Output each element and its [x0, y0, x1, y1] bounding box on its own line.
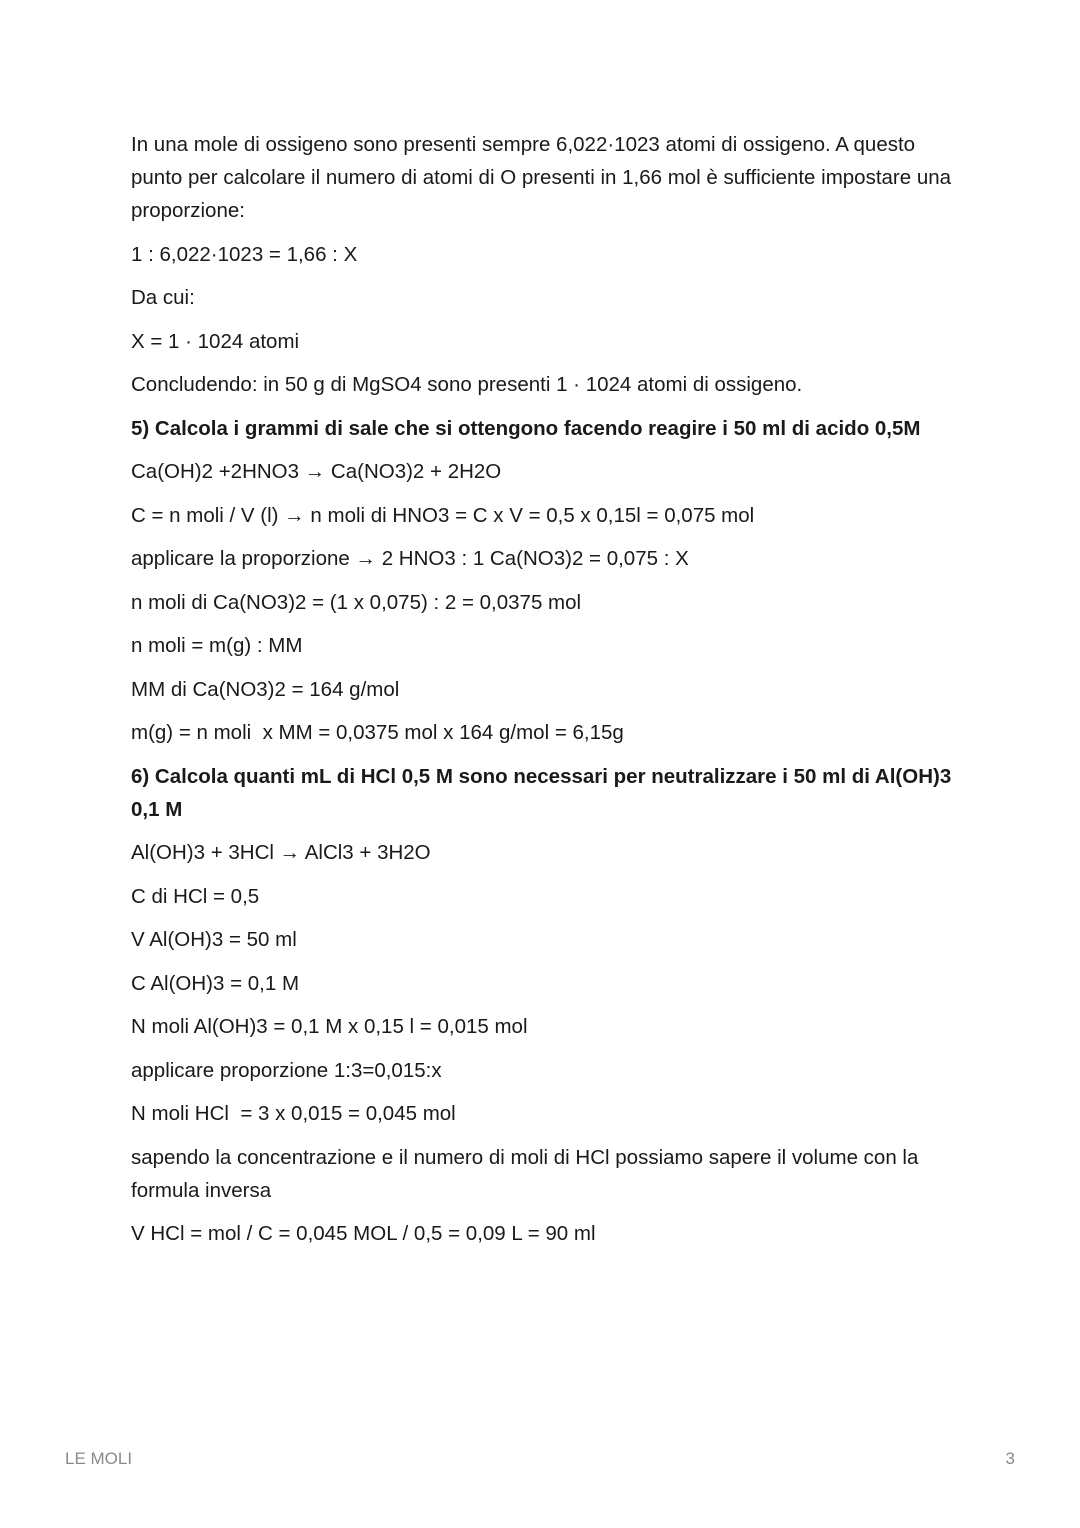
paragraph: C = n moli / V (l) → n moli di HNO3 = C x V = 0,5 x 0,15l = 0,075 mol: [131, 503, 755, 527]
paragraph: m(g) = n moli x MM = 0,0375 mol x 164 g/mol = 6,15g: [131, 721, 624, 744]
paragraph: N moli HCl = 3 x 0,015 = 0,045 mol: [131, 1102, 456, 1125]
paragraph: Concludendo: in 50 g di MgSO4 sono presenti 1 · 1024 atomi di ossigeno.: [131, 373, 803, 396]
paragraph: In una mole di ossigeno sono presenti sempre 6,022·1023 atomi di ossigeno. A questo punto per calcolare il numero di atomi di O presenti in 1,66 mol è sufficiente impostare una proporzione:: [131, 133, 957, 222]
exercise-heading: 5) Calcola i grammi di sale che si ottengono facendo reagire i 50 ml di acido 0,5M: [131, 416, 921, 440]
paragraph: sapendo la concentrazione e il numero di moli di HCl possiamo sapere il volume con la formula inversa: [131, 1145, 925, 1202]
paragraph: applicare proporzione 1:3=0,015:x: [131, 1058, 442, 1082]
paragraph: MM di Ca(NO3)2 = 164 g/mol: [131, 677, 400, 701]
exercise-heading: 6) Calcola quanti mL di HCl 0,5 M sono necessari per neutralizzare i 50 ml di Al(OH)3 0,1 M: [131, 764, 957, 821]
paragraph: V HCl = mol / C = 0,045 MOL / 0,5 = 0,09 L = 90 ml: [131, 1222, 596, 1245]
paragraph: n moli di Ca(NO3)2 = (1 x 0,075) : 2 = 0,0375 mol: [131, 590, 582, 614]
paragraph: C Al(OH)3 = 0,1 M: [131, 971, 300, 995]
paragraph: Al(OH)3 + 3HCl → AlCl3 + 3H2O: [131, 841, 431, 864]
page-content: [131, 128, 961, 1261]
paragraph: C di HCl = 0,5: [131, 884, 260, 908]
page-number: 3: [1005, 1449, 1015, 1468]
footer-title: LE MOLI: [65, 1449, 133, 1468]
paragraph: 1 : 6,022·1023 = 1,66 : X: [131, 242, 358, 266]
paragraph: n moli = m(g) : MM: [131, 634, 303, 657]
paragraph: applicare la proporzione → 2 HNO3 : 1 Ca(NO3)2 = 0,075 : X: [131, 547, 689, 570]
paragraph: X = 1 · 1024 atomi: [131, 329, 300, 353]
paragraph: V Al(OH)3 = 50 ml: [131, 928, 297, 951]
paragraph: Ca(OH)2 +2HNO3 → Ca(NO3)2 + 2H2O: [131, 460, 502, 483]
paragraph: Da cui:: [131, 286, 195, 309]
paragraph: N moli Al(OH)3 = 0,1 M x 0,15 l = 0,015 mol: [131, 1015, 528, 1038]
